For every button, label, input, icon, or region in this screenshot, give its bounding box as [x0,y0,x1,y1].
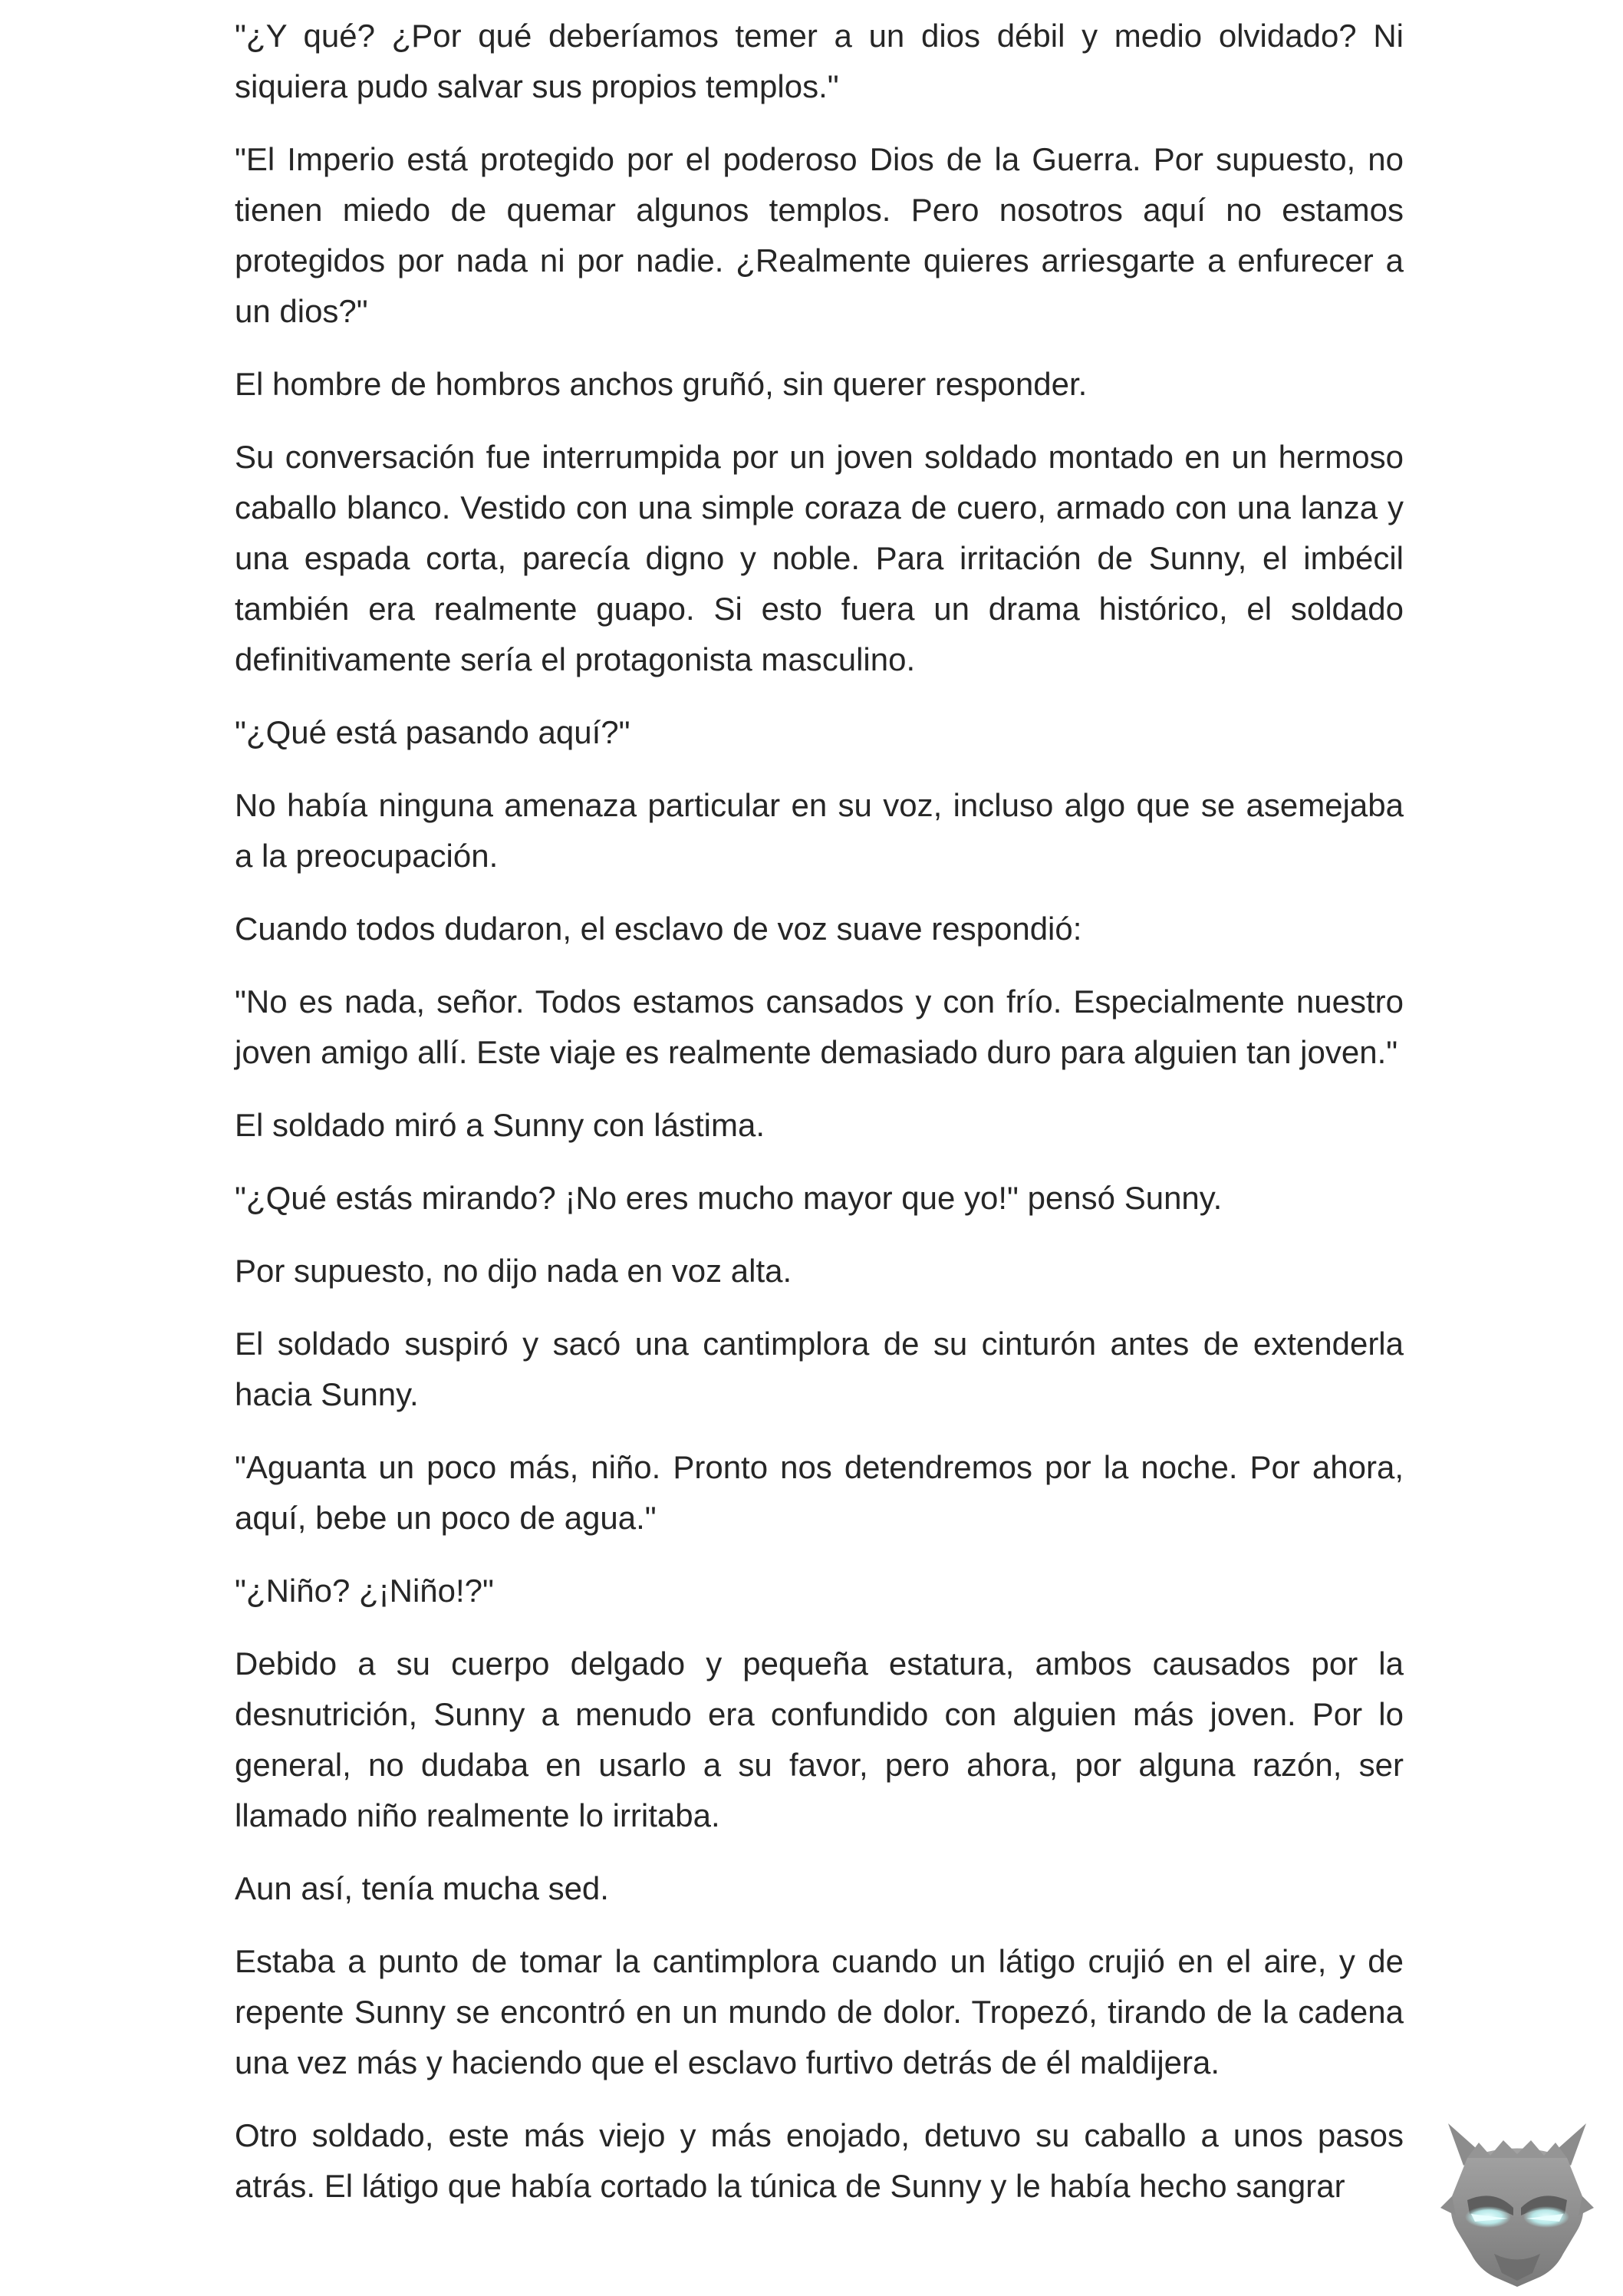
paragraph: Por supuesto, no dijo nada en voz alta. [235,1253,792,1289]
paragraph: El hombre de hombros anchos gruñó, sin querer responder. [235,366,1088,402]
paragraph: "¿Y qué? ¿Por qué deberíamos temer a un dios débil y medio olvidado? Ni siquiera pudo salvar sus propios templos." [235,18,1404,104]
paragraph: "¿Qué estás mirando? ¡No eres mucho mayor que yo!" pensó Sunny. [235,1180,1223,1216]
paragraph: Cuando todos dudaron, el esclavo de voz suave respondió: [235,911,1082,947]
paragraph: Estaba a punto de tomar la cantimplora cuando un látigo crujió en el aire, y de repente Sunny se encontró en un mundo de dolor. Tropezó, tirando de la cadena una vez más y haciendo que el esclavo furtivo detrás de él maldijera. [235,1943,1404,2080]
demon-head-icon [1440,2123,1594,2288]
paragraph: "No es nada, señor. Todos estamos cansados y con frío. Especialmente nuestro joven amigo allí. Este viaje es realmente demasiado duro para alguien tan joven." [235,983,1404,1070]
paragraph: Su conversación fue interrumpida por un joven soldado montado en un hermoso caballo blanco. Vestido con una simple coraza de cuero, armado con una lanza y una espada corta, parecía digno y noble. Para irritación de Sunny, el imbécil también era realmente guapo. Si esto fuera un drama histórico, el soldado definitivamente sería el protagonista masculino. [235,439,1404,677]
paragraph: El soldado miró a Sunny con lástima. [235,1107,765,1143]
paragraph: "¿Niño? ¿¡Niño!?" [235,1573,494,1609]
paragraph: El soldado suspiró y sacó una cantimplora de su cinturón antes de extenderla hacia Sunny. [235,1326,1404,1412]
document-body [235,11,1404,2234]
paragraph: Aun así, tenía mucha sed. [235,1870,609,1906]
paragraph: No había ninguna amenaza particular en su voz, incluso algo que se asemejaba a la preocupación. [235,787,1404,874]
paragraph: Debido a su cuerpo delgado y pequeña estatura, ambos causados por la desnutrición, Sunny a menudo era confundido con alguien más joven. Por lo general, no dudaba en usarlo a su favor, pero ahora, por alguna razón, ser llamado niño realmente lo irritaba. [235,1645,1404,1833]
paragraph: "¿Qué está pasando aquí?" [235,714,630,750]
paragraph: Otro soldado, este más viejo y más enojado, detuvo su caballo a unos pasos atrás. El látigo que había cortado la túnica de Sunny y le había hecho sangrar [235,2117,1404,2204]
paragraph: "Aguanta un poco más, niño. Pronto nos detendremos por la noche. Por ahora, aquí, bebe un poco de agua." [235,1449,1404,1536]
paragraph: "El Imperio está protegido por el poderoso Dios de la Guerra. Por supuesto, no tienen miedo de quemar algunos templos. Pero nosotros aquí no estamos protegidos por nada ni por nadie. ¿Realmente quieres arriesgarte a enfurecer a un dios?" [235,141,1404,329]
